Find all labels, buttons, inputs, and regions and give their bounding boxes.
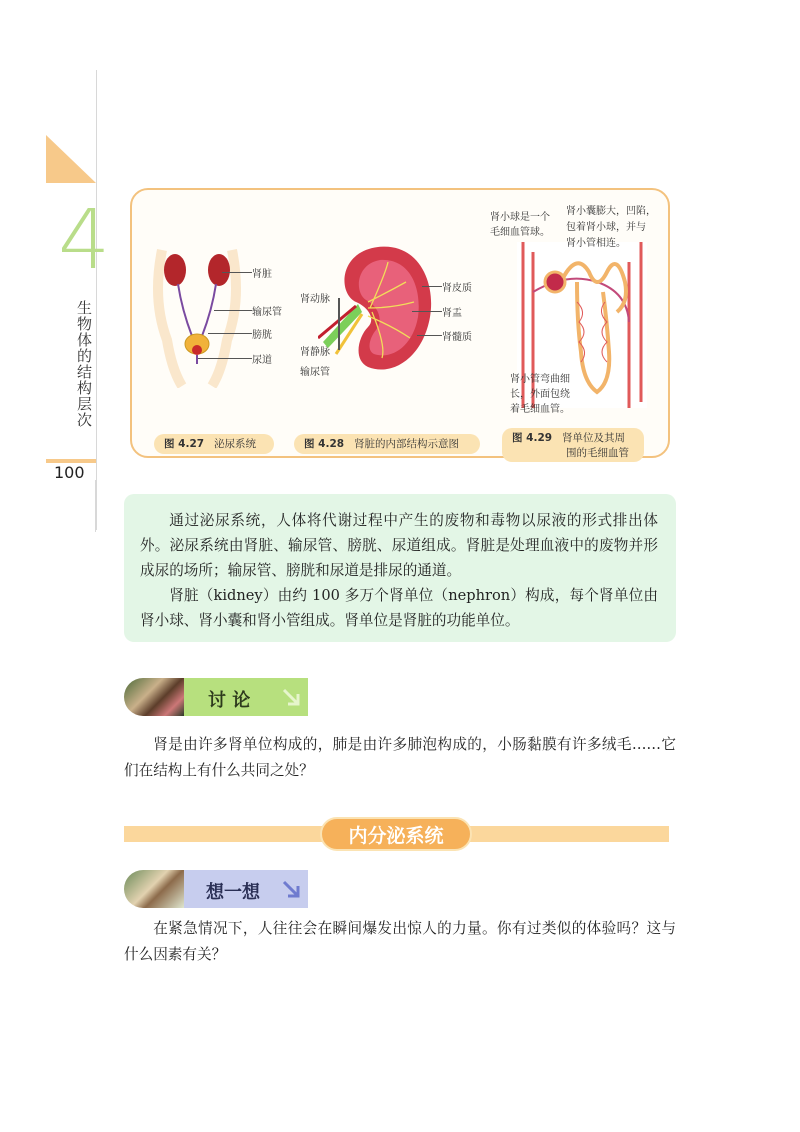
label-ureter: 输尿管 [252, 307, 282, 318]
note-tubule-1: 肾小管弯曲细 [510, 374, 570, 385]
note-glomerulus-2: 毛细血管球。 [490, 227, 550, 238]
note-capsule-3: 肾小管相连。 [566, 238, 626, 249]
label-renal-cortex: 肾皮质 [442, 283, 472, 294]
summary-paragraph-1: 通过泌尿系统，人体将代谢过程中产生的废物和毒物以尿液的形式排出体外。泌尿系统由肾脏、输尿管、膀胱、尿道组成。肾脏是处理血液中的废物并形成尿的场所；输尿管、膀胱和尿道是排尿的通道。 [140, 512, 658, 579]
page-number: 100 [54, 463, 85, 482]
section-title: 内分泌系统 [348, 825, 444, 847]
kidney-section-illustration [318, 242, 436, 382]
discussion-heading [124, 678, 308, 716]
discussion-label: 讨 论 [208, 690, 251, 711]
caption-figure-4-28 [294, 434, 480, 454]
figure-panel [130, 188, 670, 458]
caption-text: 肾脏的内部结构示意图 [354, 438, 460, 450]
label-renal-medulla: 肾髓质 [442, 332, 472, 343]
note-glomerulus-1: 肾小球是一个 [490, 212, 550, 223]
caption-text-line1: 肾单位及其周 [562, 432, 626, 444]
chapter-number: 4 [58, 193, 111, 288]
discussion-text: 肾是由许多肾单位构成的，肺是由许多肺泡构成的，小肠黏膜有许多绒毛……它们在结构上有什么共同之处？ [124, 736, 676, 779]
think-heading [124, 870, 308, 908]
caption-text: 泌尿系统 [214, 438, 257, 450]
summary-paragraph-2: 肾脏（kidney）由约 100 多万个肾单位（nephron）构成，每个肾单位由肾小球、肾小囊和肾小管组成。肾单位是肾脏的功能单位。 [140, 587, 658, 629]
note-capsule-2: 包着肾小球，并与 [566, 222, 646, 233]
think-text: 在紧急情况下，人往往会在瞬间爆发出惊人的力量。你有过类似的体验吗？这与什么因素有关？ [124, 920, 676, 963]
think-label: 想一想 [206, 882, 260, 903]
label-kidney: 肾脏 [252, 269, 272, 280]
caption-figure-4-27 [154, 434, 274, 454]
caption-number: 图 4.27 [164, 438, 205, 450]
label-renal-pelvis: 肾盂 [442, 308, 462, 319]
arrow-down-right-icon [280, 878, 302, 900]
students-photo [124, 678, 184, 716]
student-photo [124, 870, 184, 908]
label-renal-vein: 肾静脉 [300, 347, 330, 358]
label-ureter-2: 输尿管 [300, 367, 330, 378]
note-capsule-1: 肾小囊膨大，凹陷， [566, 206, 656, 217]
note-tubule-3: 着毛细血管。 [510, 404, 570, 415]
summary-text-box [124, 494, 676, 642]
label-bladder: 膀胱 [252, 330, 272, 341]
chapter-corner-tab [46, 135, 96, 183]
caption-text-line2: 围的毛细血管 [566, 447, 629, 459]
urinary-system-illustration [142, 240, 252, 388]
margin-notch [48, 480, 96, 532]
margin-rule [96, 70, 97, 530]
caption-number: 图 4.28 [304, 438, 345, 450]
label-renal-artery: 肾动脉 [300, 294, 330, 305]
label-urethra: 尿道 [252, 355, 272, 366]
caption-number: 图 4.29 [512, 432, 553, 444]
arrow-down-right-icon [280, 686, 302, 708]
caption-figure-4-29 [502, 428, 644, 462]
chapter-title: 生物体的结构层次 [75, 300, 93, 428]
note-tubule-2: 长，外面包绕 [510, 389, 570, 400]
